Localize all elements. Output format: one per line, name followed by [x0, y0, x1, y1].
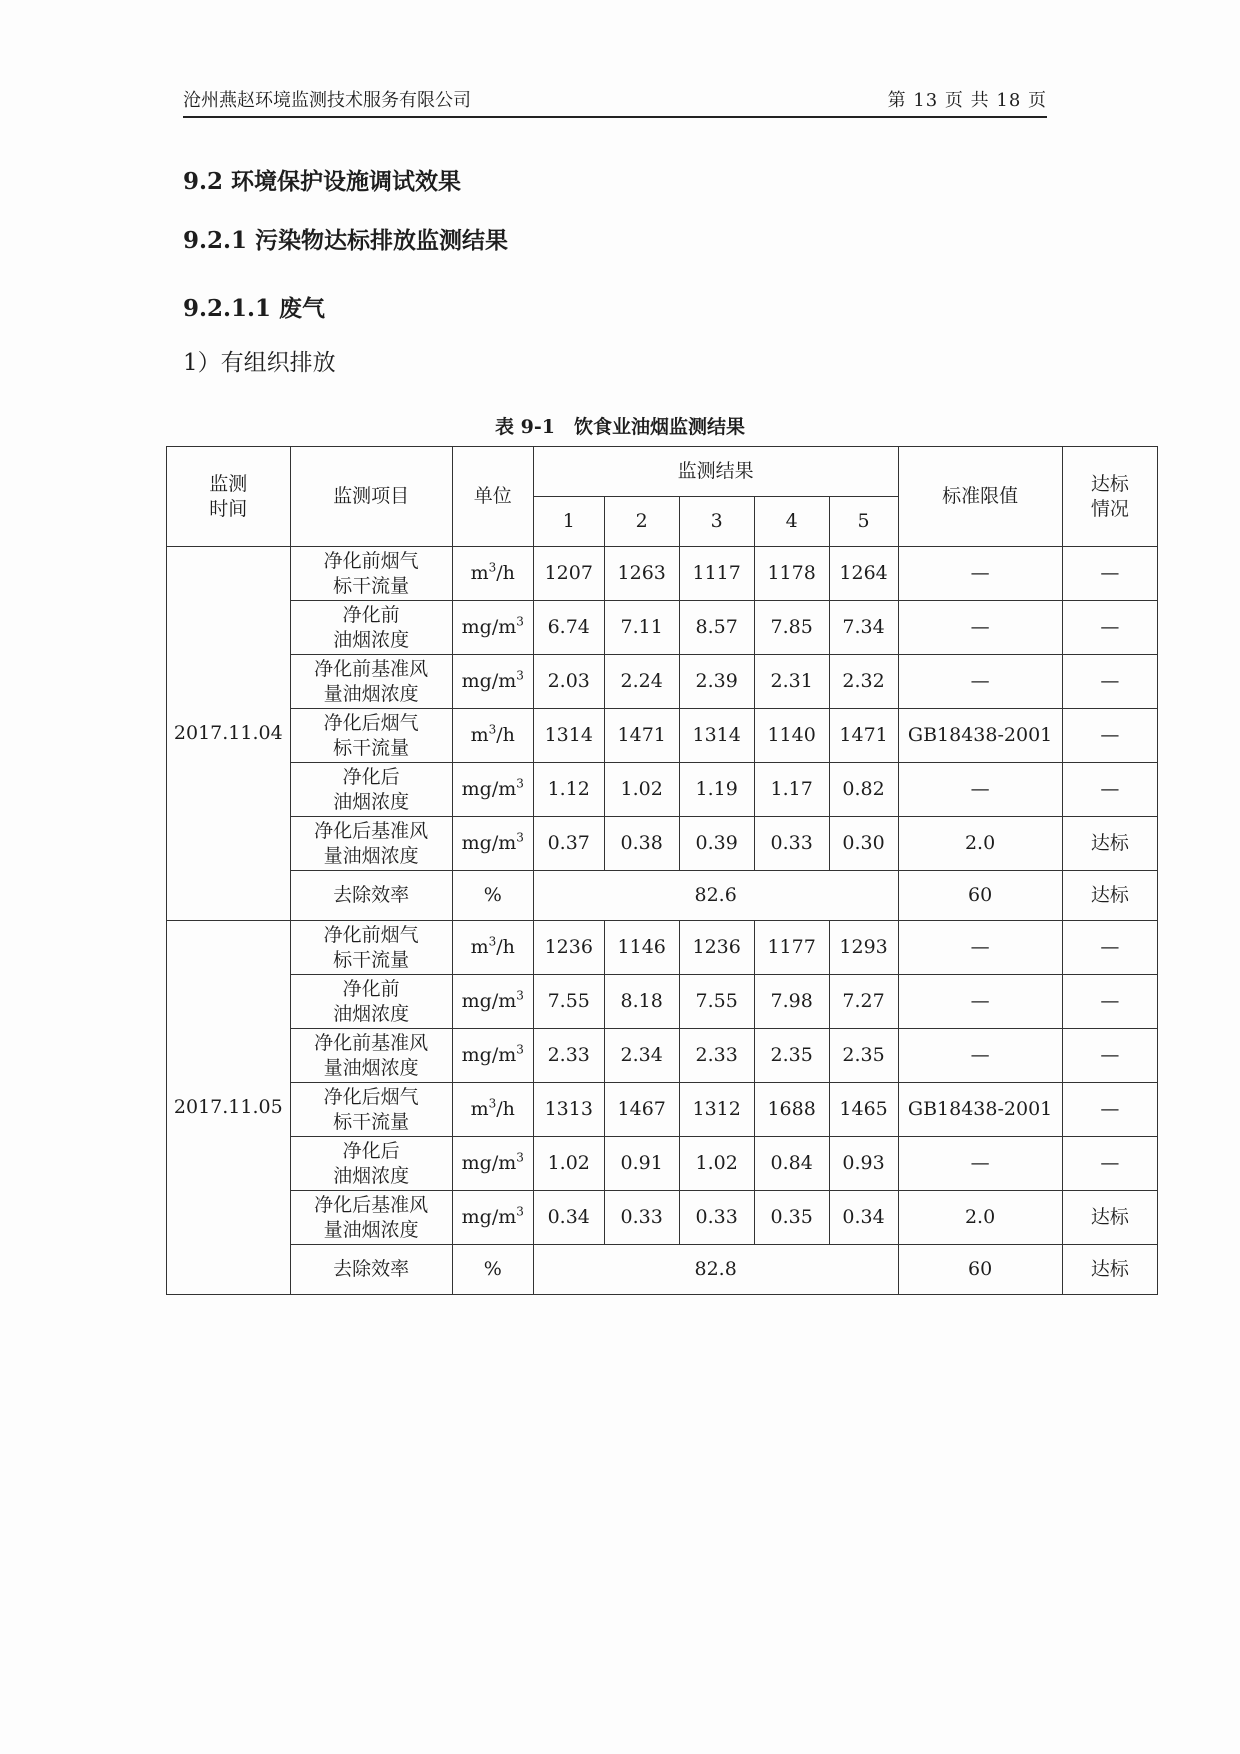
result-value: 0.33 [754, 817, 829, 871]
header-results: 监测结果 [533, 447, 898, 497]
table-row [167, 709, 1158, 763]
result-value: 0.84 [754, 1137, 829, 1191]
result-value: 0.33 [604, 1191, 679, 1245]
compliance-status: 达标 [1062, 1191, 1157, 1245]
efficiency-value: 82.6 [533, 871, 898, 921]
section-heading-9-2-1: 9.2.1 污染物达标排放监测结果 [183, 227, 509, 254]
unit-base: m [470, 724, 489, 746]
table-caption: 表 9-1 饮食业油烟监测结果 [495, 416, 745, 438]
result-value: 0.82 [829, 763, 898, 817]
result-value: 2.24 [604, 655, 679, 709]
result-value: 0.35 [754, 1191, 829, 1245]
header-limit: 标准限值 [898, 447, 1062, 547]
result-value: 1467 [604, 1083, 679, 1137]
standard-limit: — [898, 601, 1062, 655]
unit-cell [452, 763, 533, 817]
unit-tail: /h [496, 936, 515, 958]
unit-cell [452, 1137, 533, 1191]
unit-base: m [470, 936, 489, 958]
monitoring-item: 净化后烟气 标干流量 [290, 709, 452, 763]
monitoring-item: 净化后基准风 量油烟浓度 [290, 1191, 452, 1245]
efficiency-value: 82.8 [533, 1245, 898, 1295]
efficiency-row [167, 1245, 1158, 1295]
result-value: 1263 [604, 547, 679, 601]
monitoring-date: 2017.11.05 [167, 921, 291, 1295]
unit-superscript: 3 [516, 776, 524, 791]
table-row [167, 547, 1158, 601]
table-row [167, 921, 1158, 975]
result-value: 2.34 [604, 1029, 679, 1083]
result-value: 1236 [679, 921, 754, 975]
result-value: 1.02 [533, 1137, 604, 1191]
compliance-status: — [1062, 709, 1157, 763]
result-value: 2.35 [829, 1029, 898, 1083]
result-value: 1.02 [679, 1137, 754, 1191]
standard-limit: — [898, 547, 1062, 601]
result-value: 0.39 [679, 817, 754, 871]
result-value: 1313 [533, 1083, 604, 1137]
unit-superscript: 3 [516, 988, 524, 1003]
unit-cell [452, 547, 533, 601]
header-run: 2 [604, 497, 679, 547]
result-value: 1471 [829, 709, 898, 763]
result-value: 0.93 [829, 1137, 898, 1191]
result-value: 1.19 [679, 763, 754, 817]
efficiency-unit: % [452, 1245, 533, 1295]
unit-cell [452, 655, 533, 709]
unit-cell [452, 709, 533, 763]
compliance-status: — [1062, 921, 1157, 975]
compliance-status: — [1062, 547, 1157, 601]
unit-base: m [470, 562, 489, 584]
standard-limit: — [898, 763, 1062, 817]
unit-superscript: 3 [516, 830, 524, 845]
result-value: 0.34 [829, 1191, 898, 1245]
compliance-status: — [1062, 601, 1157, 655]
result-value: 1117 [679, 547, 754, 601]
result-value: 7.85 [754, 601, 829, 655]
monitoring-item: 净化后 油烟浓度 [290, 763, 452, 817]
monitoring-item: 净化后 油烟浓度 [290, 1137, 452, 1191]
unit-base: mg/m [461, 616, 517, 638]
result-value: 1.12 [533, 763, 604, 817]
result-value: 1293 [829, 921, 898, 975]
page-header [183, 88, 1047, 118]
result-value: 1177 [754, 921, 829, 975]
unit-base: mg/m [461, 778, 517, 800]
unit-superscript: 3 [516, 668, 524, 683]
efficiency-limit: 60 [898, 871, 1062, 921]
header-unit: 单位 [452, 447, 533, 547]
standard-limit: — [898, 975, 1062, 1029]
result-value: 0.30 [829, 817, 898, 871]
unit-base: mg/m [461, 1044, 517, 1066]
unit-cell [452, 601, 533, 655]
result-value: 2.03 [533, 655, 604, 709]
unit-cell [452, 975, 533, 1029]
header-item: 监测项目 [290, 447, 452, 547]
unit-base: mg/m [461, 1152, 517, 1174]
result-value: 1178 [754, 547, 829, 601]
unit-cell [452, 1083, 533, 1137]
standard-limit: — [898, 921, 1062, 975]
compliance-status: 达标 [1062, 817, 1157, 871]
standard-limit: GB18438-2001 [898, 709, 1062, 763]
result-value: 1465 [829, 1083, 898, 1137]
table-row [167, 975, 1158, 1029]
section-heading-9-2: 9.2 环境保护设施调试效果 [183, 168, 462, 195]
result-value: 7.27 [829, 975, 898, 1029]
unit-cell [452, 1029, 533, 1083]
unit-tail: /h [496, 1098, 515, 1120]
unit-base: mg/m [461, 1206, 517, 1228]
header-run: 5 [829, 497, 898, 547]
header-run: 3 [679, 497, 754, 547]
unit-cell [452, 921, 533, 975]
result-value: 1688 [754, 1083, 829, 1137]
efficiency-unit: % [452, 871, 533, 921]
compliance-status: — [1062, 1137, 1157, 1191]
table-row [167, 1029, 1158, 1083]
oil-fume-results-table [166, 446, 1158, 1295]
monitoring-item: 净化前 油烟浓度 [290, 975, 452, 1029]
compliance-status: — [1062, 1029, 1157, 1083]
header-run: 4 [754, 497, 829, 547]
result-value: 1314 [679, 709, 754, 763]
result-value: 7.55 [679, 975, 754, 1029]
monitoring-date: 2017.11.04 [167, 547, 291, 921]
unit-tail: /h [496, 562, 515, 584]
result-value: 7.34 [829, 601, 898, 655]
result-value: 1236 [533, 921, 604, 975]
company-name: 沧州燕赵环境监测技术服务有限公司 [183, 90, 471, 111]
section-heading-9-2-1-1: 9.2.1.1 废气 [183, 295, 326, 322]
compliance-status: — [1062, 655, 1157, 709]
standard-limit: — [898, 655, 1062, 709]
standard-limit: — [898, 1029, 1062, 1083]
result-value: 7.55 [533, 975, 604, 1029]
unit-superscript: 3 [488, 1096, 497, 1111]
result-value: 1.02 [604, 763, 679, 817]
page-number: 第 13 页 共 18 页 [887, 90, 1047, 111]
result-value: 2.39 [679, 655, 754, 709]
unit-base: mg/m [461, 832, 517, 854]
unit-cell [452, 1191, 533, 1245]
result-value: 1207 [533, 547, 604, 601]
header-run: 1 [533, 497, 604, 547]
unit-base: mg/m [461, 990, 517, 1012]
subsection-organized-emission: 1）有组织排放 [183, 350, 336, 376]
standard-limit: GB18438-2001 [898, 1083, 1062, 1137]
standard-limit: 2.0 [898, 817, 1062, 871]
efficiency-limit: 60 [898, 1245, 1062, 1295]
unit-superscript: 3 [516, 1150, 524, 1165]
result-value: 1.17 [754, 763, 829, 817]
efficiency-row [167, 871, 1158, 921]
compliance-status: — [1062, 763, 1157, 817]
header-time: 监测 时间 [167, 447, 291, 547]
monitoring-item: 净化前烟气 标干流量 [290, 547, 452, 601]
result-value: 2.31 [754, 655, 829, 709]
table-row [167, 601, 1158, 655]
standard-limit: 2.0 [898, 1191, 1062, 1245]
result-value: 1146 [604, 921, 679, 975]
result-value: 0.38 [604, 817, 679, 871]
table-row [167, 1083, 1158, 1137]
result-value: 1264 [829, 547, 898, 601]
monitoring-item: 净化前烟气 标干流量 [290, 921, 452, 975]
result-value: 7.11 [604, 601, 679, 655]
monitoring-item: 净化后基准风 量油烟浓度 [290, 817, 452, 871]
unit-superscript: 3 [516, 1042, 524, 1057]
unit-superscript: 3 [488, 722, 497, 737]
result-value: 2.35 [754, 1029, 829, 1083]
table-row [167, 1191, 1158, 1245]
unit-superscript: 3 [516, 614, 524, 629]
result-value: 8.57 [679, 601, 754, 655]
result-value: 2.32 [829, 655, 898, 709]
standard-limit: — [898, 1137, 1062, 1191]
unit-superscript: 3 [488, 934, 497, 949]
unit-superscript: 3 [488, 560, 497, 575]
compliance-status: — [1062, 1083, 1157, 1137]
monitoring-item: 净化前 油烟浓度 [290, 601, 452, 655]
result-value: 0.34 [533, 1191, 604, 1245]
result-value: 0.33 [679, 1191, 754, 1245]
monitoring-item: 净化后烟气 标干流量 [290, 1083, 452, 1137]
efficiency-label: 去除效率 [290, 871, 452, 921]
unit-base: mg/m [461, 670, 517, 692]
result-value: 6.74 [533, 601, 604, 655]
result-value: 8.18 [604, 975, 679, 1029]
table-row [167, 763, 1158, 817]
efficiency-label: 去除效率 [290, 1245, 452, 1295]
table-row [167, 817, 1158, 871]
result-value: 1314 [533, 709, 604, 763]
table-body [167, 547, 1158, 1295]
monitoring-item: 净化前基准风 量油烟浓度 [290, 655, 452, 709]
compliance-status: — [1062, 975, 1157, 1029]
result-value: 0.91 [604, 1137, 679, 1191]
unit-base: m [470, 1098, 489, 1120]
result-value: 1140 [754, 709, 829, 763]
header-status: 达标 情况 [1062, 447, 1157, 547]
table-row [167, 1137, 1158, 1191]
unit-cell [452, 817, 533, 871]
unit-tail: /h [496, 724, 515, 746]
unit-superscript: 3 [516, 1204, 524, 1219]
table-row [167, 655, 1158, 709]
result-value: 0.37 [533, 817, 604, 871]
result-value: 1312 [679, 1083, 754, 1137]
result-value: 2.33 [679, 1029, 754, 1083]
efficiency-status: 达标 [1062, 1245, 1157, 1295]
result-value: 7.98 [754, 975, 829, 1029]
monitoring-item: 净化前基准风 量油烟浓度 [290, 1029, 452, 1083]
result-value: 2.33 [533, 1029, 604, 1083]
result-value: 1471 [604, 709, 679, 763]
efficiency-status: 达标 [1062, 871, 1157, 921]
